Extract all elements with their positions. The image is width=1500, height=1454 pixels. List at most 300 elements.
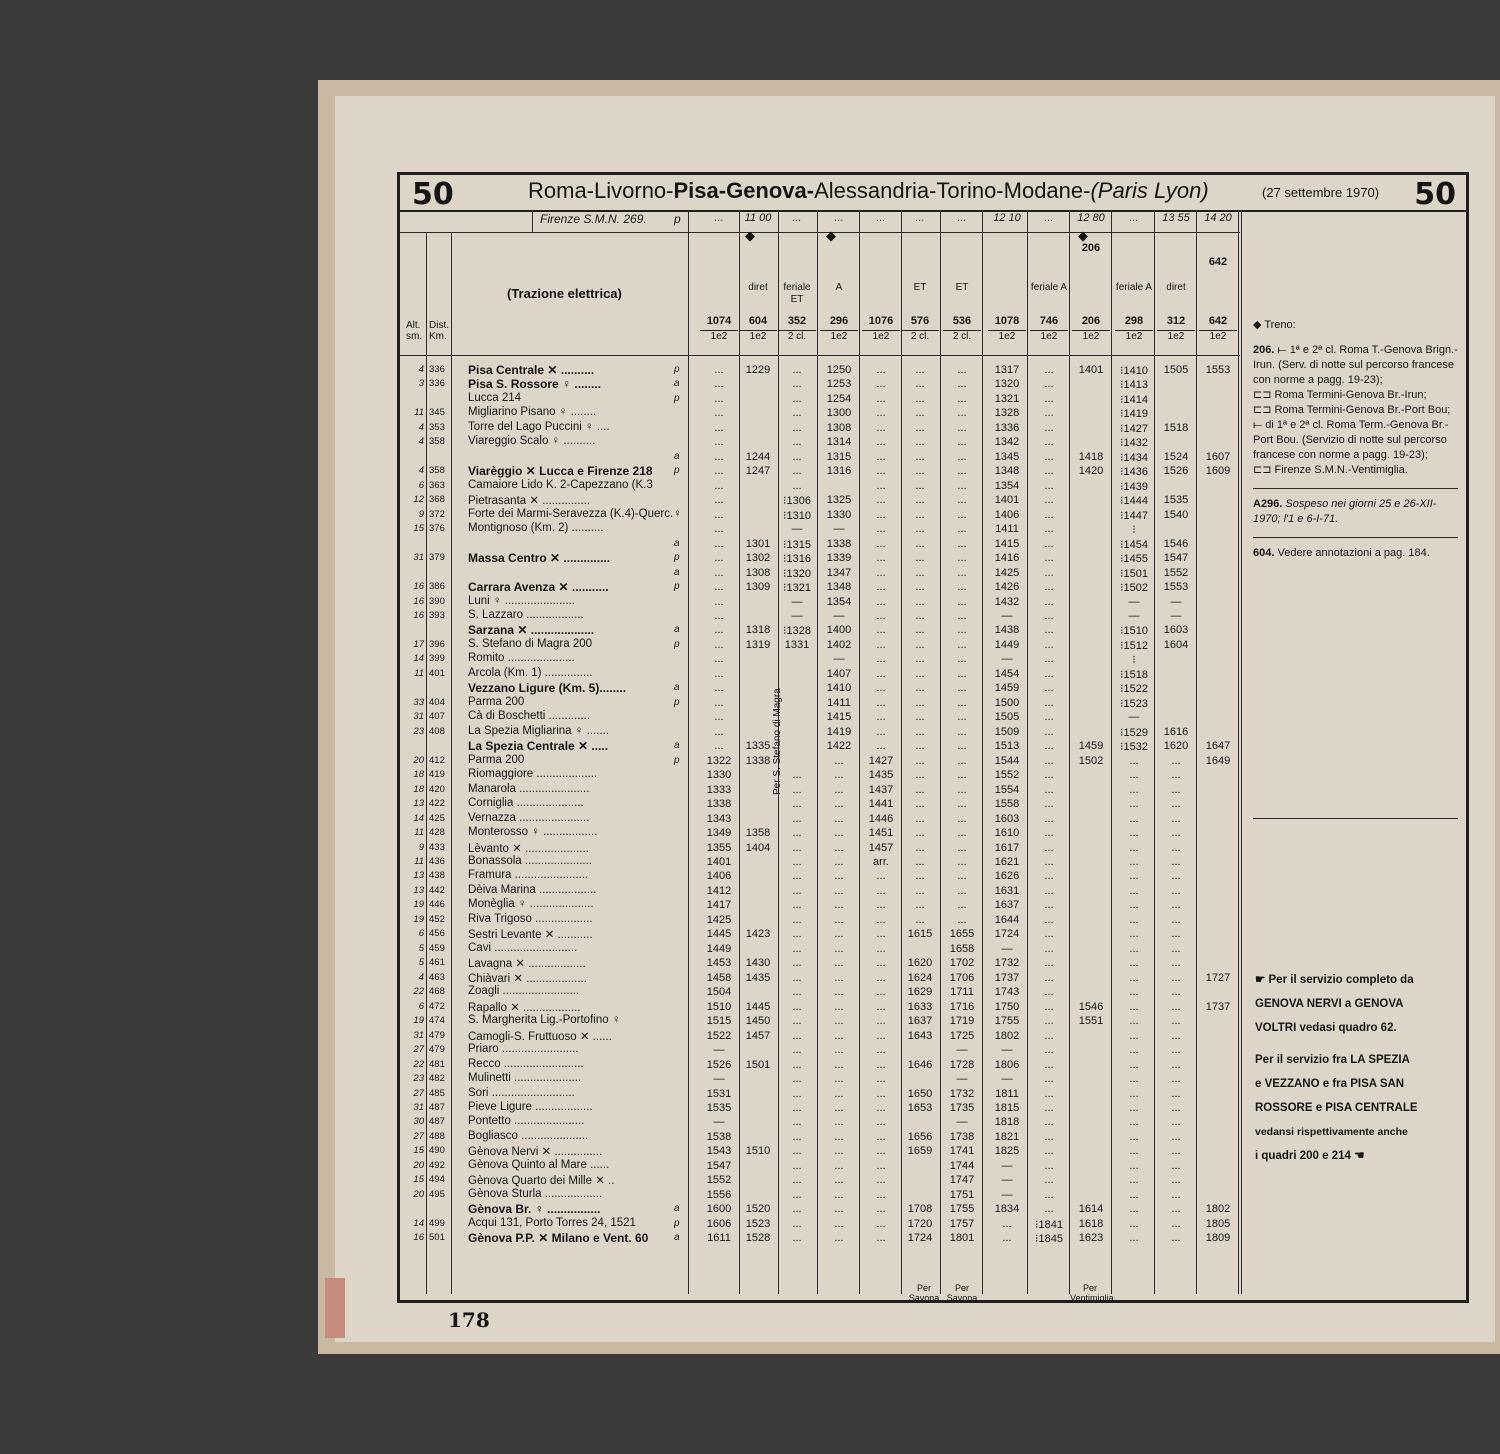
time-cell: 1317 <box>994 364 1020 376</box>
time-cell: 1711 <box>950 986 974 999</box>
time-cell: ... <box>876 1087 886 1100</box>
station-km: 436 <box>429 855 445 867</box>
time-cell: ... <box>1171 1044 1181 1057</box>
station-name: Parma 200 <box>468 695 525 708</box>
time-cell: 1611 <box>707 1232 731 1245</box>
time-cell: ... <box>915 653 925 666</box>
station-alt: 5 <box>418 957 424 969</box>
time-cell: — <box>1001 1174 1013 1187</box>
time-cell: ⁝ <box>1132 654 1136 667</box>
time-cell: ... <box>714 682 724 695</box>
time-cell: 1301 <box>745 537 771 550</box>
time-cell: ... <box>792 378 802 391</box>
station-alt: 4 <box>418 465 424 477</box>
time-cell: 1347 <box>826 566 852 579</box>
time-cell: ... <box>1044 1188 1054 1201</box>
timetable-header <box>400 176 1466 212</box>
time-cell: ... <box>1129 1188 1139 1201</box>
time-cell: 1338 <box>826 537 852 550</box>
station-alt: 14 <box>413 812 424 824</box>
time-cell: ... <box>792 942 802 955</box>
time-cell: ... <box>792 870 802 883</box>
time-cell: 1423 <box>745 928 771 941</box>
station-name: Riomaggiore ................... <box>468 768 598 781</box>
sleeper-icon: ⊏⊐ <box>1253 404 1272 416</box>
station-name: Montignoso (Km. 2) .......... <box>468 522 604 535</box>
station-name: Lavagna ✕ .................. <box>468 958 586 971</box>
time-cell: — <box>956 1116 968 1129</box>
time-cell: — <box>1001 942 1013 955</box>
time-cell: ... <box>714 537 724 550</box>
arr-dep-flag: p <box>674 581 680 593</box>
time-cell: ⁝1518 <box>1120 668 1148 681</box>
time-cell: 1501 <box>745 1058 771 1071</box>
station-col-line <box>688 210 689 1294</box>
time-cell: ... <box>792 971 802 984</box>
time-cell: ... <box>876 696 886 709</box>
time-cell: ... <box>792 421 802 434</box>
time-cell: 1614 <box>1078 1203 1104 1216</box>
time-cell: ... <box>1002 1232 1012 1245</box>
time-cell: 1834 <box>994 1203 1020 1216</box>
time-cell: ... <box>792 407 802 420</box>
station-name: Migliarino Pisano ♀ ........ <box>468 406 597 419</box>
time-cell: 1531 <box>706 1087 732 1100</box>
time-cell: ... <box>1044 566 1054 579</box>
time-cell: 1330 <box>826 508 852 521</box>
notes-divider <box>1253 488 1458 489</box>
station-km: 459 <box>429 942 445 954</box>
time-cell: 1552 <box>706 1174 732 1187</box>
time-cell: 1629 <box>907 986 933 999</box>
time-cell: ... <box>834 1217 844 1230</box>
time-cell: 1655 <box>949 928 975 941</box>
train-top-label: diret <box>748 282 768 293</box>
diamond-icon: ◆ <box>745 228 755 243</box>
time-cell: — <box>713 1116 725 1129</box>
time-cell: ... <box>876 1073 886 1086</box>
time-cell: 1741 <box>949 1145 975 1158</box>
time-cell: ... <box>915 407 925 420</box>
pointing-hand-icon: ☛ <box>1255 974 1266 986</box>
station-alt: 12 <box>413 494 424 506</box>
time-cell: ... <box>1044 682 1054 695</box>
time-cell: ... <box>876 1000 886 1013</box>
time-cell: ... <box>1044 769 1054 782</box>
time-cell: ... <box>792 465 802 478</box>
time-cell: 1603 <box>1163 624 1189 637</box>
station-name: Camogli-S. Fruttuoso ✕ ...... <box>468 1030 612 1043</box>
time-cell: ... <box>1171 899 1181 912</box>
dist-header: Dist. Km. <box>429 320 449 342</box>
time-cell: ⁝1501 <box>1120 567 1148 580</box>
time-cell: 1449 <box>706 942 732 955</box>
time-cell: ... <box>876 1044 886 1057</box>
time-cell: ... <box>1044 1087 1054 1100</box>
time-cell: 1716 <box>949 1000 975 1013</box>
time-cell: ... <box>1044 783 1054 796</box>
per-stefano-note: Per S. Stefano di Magra <box>772 688 783 795</box>
station-km: 463 <box>429 971 445 983</box>
time-cell: 1345 <box>994 450 1020 463</box>
time-cell: ... <box>1044 870 1054 883</box>
time-cell: ... <box>834 971 844 984</box>
time-cell: ... <box>1129 1232 1139 1245</box>
train-class: 1e2 <box>1199 330 1237 343</box>
time-cell: 1702 <box>949 957 975 970</box>
time-cell: ... <box>957 421 967 434</box>
time-cell: ... <box>876 392 886 405</box>
time-cell: ... <box>1044 465 1054 478</box>
time-cell: 1524 <box>1163 450 1189 463</box>
time-cell: ... <box>915 436 925 449</box>
time-cell: ... <box>1129 1087 1139 1100</box>
station-name: Gènova Br. ♀ ................ <box>468 1202 601 1217</box>
time-cell: — <box>1001 609 1013 622</box>
time-cell: 1618 <box>1078 1217 1104 1230</box>
station-km: 501 <box>429 1232 445 1244</box>
time-cell: 1441 <box>868 798 894 811</box>
time-cell: ... <box>1129 1116 1139 1129</box>
time-cell: ... <box>957 523 967 536</box>
time-cell: 1355 <box>706 841 732 854</box>
time-cell: ... <box>834 827 844 840</box>
time-cell: 1633 <box>907 1000 933 1013</box>
time-cell: 1229 <box>745 364 771 376</box>
train-number: 1078 <box>994 315 1020 327</box>
time-cell: 1724 <box>994 928 1020 941</box>
time-cell: ... <box>915 609 925 622</box>
time-cell: ... <box>957 913 967 926</box>
station-alt: 27 <box>413 1087 424 1099</box>
time-cell: 1446 <box>868 812 894 825</box>
time-cell: ... <box>876 1015 886 1028</box>
time-cell: ... <box>915 769 925 782</box>
time-cell: ... <box>792 479 802 492</box>
time-cell: ... <box>834 913 844 926</box>
time-cell: ... <box>1044 696 1054 709</box>
station-km: 472 <box>429 1000 445 1012</box>
train-class: 1e2 <box>988 330 1026 343</box>
time-cell: ... <box>1129 957 1139 970</box>
time-cell: 1623 <box>1078 1232 1104 1245</box>
time-cell: ... <box>1129 928 1139 941</box>
time-cell: ⁝1841 <box>1035 1218 1063 1231</box>
time-cell: ... <box>915 378 925 391</box>
station-km: 345 <box>429 407 445 419</box>
station-km: 494 <box>429 1174 445 1186</box>
time-cell: ... <box>1129 1130 1139 1143</box>
time-cell: 1553 <box>1205 364 1231 376</box>
time-cell: 1420 <box>1078 465 1104 478</box>
time-cell: ... <box>714 436 724 449</box>
time-cell: ... <box>1171 957 1181 970</box>
arr-dep-flag: p <box>674 364 680 375</box>
time-cell: ... <box>915 812 925 825</box>
firenze-time: 12 10 <box>993 212 1021 224</box>
time-cell: 1656 <box>907 1130 933 1143</box>
time-cell: ... <box>915 783 925 796</box>
time-cell: 1300 <box>826 407 852 420</box>
time-cell: 1802 <box>1205 1203 1231 1216</box>
time-cell: 1544 <box>994 754 1020 767</box>
time-cell: 1603 <box>994 812 1020 825</box>
time-cell: 1401 <box>1078 364 1104 376</box>
time-cell: 1658 <box>949 942 975 955</box>
time-cell: 1402 <box>826 638 852 651</box>
time-cell: ... <box>1044 1015 1054 1028</box>
station-name: Pisa Centrale ✕ .......... <box>468 363 595 377</box>
time-cell: ... <box>876 653 886 666</box>
time-cell: ... <box>834 884 844 897</box>
time-cell: 1616 <box>1163 725 1189 738</box>
station-alt: 11 <box>414 827 424 839</box>
traction-note: (Trazione elettrica) <box>507 286 622 301</box>
time-cell: 1417 <box>706 899 732 912</box>
time-cell: ... <box>915 364 925 376</box>
time-cell: 1615 <box>907 928 933 941</box>
station-name: Sori .......................... <box>468 1086 575 1099</box>
time-cell: ⁝1413 <box>1120 379 1148 392</box>
time-cell: 1757 <box>949 1217 975 1230</box>
time-cell: 1418 <box>1078 450 1104 463</box>
time-cell: 1354 <box>994 479 1020 492</box>
time-cell: ... <box>915 913 925 926</box>
time-cell: 1604 <box>1163 638 1189 651</box>
time-cell: 1419 <box>826 725 852 738</box>
station-km: 488 <box>429 1130 445 1142</box>
time-cell: ... <box>834 1029 844 1042</box>
station-km: 487 <box>429 1116 445 1128</box>
time-cell: 1315 <box>826 450 852 463</box>
time-cell: ... <box>834 928 844 941</box>
station-alt: 15 <box>413 523 424 535</box>
time-cell: ... <box>957 609 967 622</box>
time-cell: 1400 <box>826 624 852 637</box>
time-cell: ... <box>957 798 967 811</box>
time-cell: 1644 <box>994 913 1020 926</box>
time-cell: 1620 <box>907 957 933 970</box>
time-cell: ... <box>714 407 724 420</box>
time-cell: 1609 <box>1205 465 1231 478</box>
time-cell: 1316 <box>826 465 852 478</box>
time-cell: 1802 <box>994 1029 1020 1042</box>
time-cell: ... <box>792 450 802 463</box>
time-cell: 1415 <box>826 711 852 724</box>
time-cell: ... <box>915 392 925 405</box>
table-number-left: 50 <box>412 177 454 212</box>
time-cell: ... <box>1044 421 1054 434</box>
time-cell: 1659 <box>907 1145 933 1158</box>
time-cell: ... <box>714 566 724 579</box>
time-cell: 1450 <box>745 1015 771 1028</box>
time-cell: — <box>956 1073 968 1086</box>
column-line <box>940 210 941 1294</box>
time-cell: ... <box>714 465 724 478</box>
time-cell: 1354 <box>826 595 852 608</box>
time-cell: 1646 <box>907 1058 933 1071</box>
time-cell: ... <box>792 1087 802 1100</box>
time-cell: 1546 <box>1078 1000 1104 1013</box>
time-cell: 1330 <box>706 769 732 782</box>
time-cell: ... <box>792 1000 802 1013</box>
station-alt: 16 <box>413 595 424 607</box>
station-alt: 4 <box>418 971 424 983</box>
station-km: 482 <box>429 1073 445 1085</box>
time-cell: ... <box>714 392 724 405</box>
firenze-divider <box>532 210 533 232</box>
time-cell: ... <box>1171 827 1181 840</box>
time-cell: ... <box>1171 1130 1181 1143</box>
time-cell: ... <box>1171 855 1181 868</box>
time-cell: 1546 <box>1163 537 1189 550</box>
time-cell: ... <box>876 667 886 680</box>
station-alt: 9 <box>418 841 424 853</box>
train-top-label: ET <box>955 282 969 293</box>
time-cell: ... <box>714 638 724 651</box>
time-cell: ... <box>1129 1101 1139 1114</box>
time-cell: ... <box>1044 1145 1054 1158</box>
station-name: Romito ..................... <box>468 652 575 665</box>
time-cell: 1540 <box>1163 508 1189 521</box>
station-km: 372 <box>429 508 445 520</box>
time-cell: ... <box>1044 364 1054 376</box>
time-cell: ... <box>915 884 925 897</box>
station-alt: 27 <box>413 1130 424 1142</box>
time-cell: ... <box>876 566 886 579</box>
station-km: 386 <box>429 581 445 593</box>
time-cell: ... <box>792 1159 802 1172</box>
time-cell: — <box>1170 609 1182 622</box>
alt-header: Alt. sm. <box>406 320 423 342</box>
station-km: 474 <box>429 1015 445 1027</box>
time-cell: 1254 <box>826 392 852 405</box>
time-cell: ⁝1306 <box>783 495 811 508</box>
time-cell: ... <box>792 1145 802 1158</box>
time-cell: ... <box>915 523 925 536</box>
time-cell: ... <box>876 942 886 955</box>
time-cell: 1416 <box>994 552 1020 565</box>
station-alt: 11 <box>414 667 424 679</box>
time-cell: 1348 <box>994 465 1020 478</box>
time-cell: ... <box>792 855 802 868</box>
time-cell: 1321 <box>994 392 1020 405</box>
train-number: 604 <box>748 315 768 327</box>
station-km: 419 <box>429 769 445 781</box>
time-cell: — <box>1001 1188 1013 1201</box>
station-km: 468 <box>429 986 445 998</box>
time-cell: — <box>1170 595 1182 608</box>
time-cell: ⁝1434 <box>1120 451 1148 464</box>
time-cell: ... <box>1044 957 1054 970</box>
station-alt: 5 <box>418 942 424 954</box>
time-cell: ... <box>957 870 967 883</box>
time-cell: 1552 <box>1163 566 1189 579</box>
time-cell: ... <box>792 928 802 941</box>
time-cell: ... <box>1044 609 1054 622</box>
time-cell: ... <box>957 537 967 550</box>
train-top-label: feriale A <box>1115 282 1153 293</box>
time-cell: ... <box>1171 798 1181 811</box>
time-cell: ... <box>714 450 724 463</box>
time-cell: ... <box>915 595 925 608</box>
time-cell: ... <box>915 798 925 811</box>
time-cell: 1755 <box>994 1015 1020 1028</box>
station-km: 485 <box>429 1087 445 1099</box>
firenze-time: ... <box>834 212 844 224</box>
time-cell: ... <box>876 624 886 637</box>
station-alt: 16 <box>413 609 424 621</box>
train-number: 296 <box>829 315 849 327</box>
station-name: Dèiva Marina .................. <box>468 883 597 896</box>
time-cell: 1401 <box>994 494 1020 507</box>
time-cell: 1322 <box>706 754 732 767</box>
time-cell: ... <box>1129 899 1139 912</box>
time-cell: ... <box>1044 1159 1054 1172</box>
station-alt: 15 <box>413 1174 424 1186</box>
station-name: Cavi .......................... <box>468 941 578 954</box>
time-cell: 1743 <box>994 986 1020 999</box>
time-cell: ... <box>1044 827 1054 840</box>
station-alt: 6 <box>418 1000 424 1012</box>
time-cell: ... <box>876 508 886 521</box>
time-cell: 1535 <box>1163 494 1189 507</box>
time-cell: 1553 <box>1163 581 1189 594</box>
station-alt: 23 <box>413 725 424 737</box>
time-cell: 1319 <box>745 638 771 651</box>
station-km: 358 <box>429 465 445 477</box>
time-cell: 1735 <box>949 1101 975 1114</box>
firenze-time: 13 55 <box>1162 212 1190 224</box>
time-cell: 1543 <box>706 1145 732 1158</box>
time-cell: ... <box>792 1232 802 1245</box>
time-cell: ... <box>876 523 886 536</box>
station-alt: 23 <box>413 1073 424 1085</box>
station-name: Framura ....................... <box>468 869 589 882</box>
diamond-icon: ◆ <box>1078 228 1088 243</box>
time-cell: ... <box>714 696 724 709</box>
time-cell: ... <box>1129 827 1139 840</box>
station-name: Pietrasanta ✕ ............... <box>468 495 591 508</box>
time-cell: ... <box>1044 1116 1054 1129</box>
time-cell: ... <box>1044 1073 1054 1086</box>
time-cell: ... <box>1129 1073 1139 1086</box>
station-km: 481 <box>429 1058 445 1070</box>
time-cell: ... <box>957 682 967 695</box>
time-cell: ⁝1532 <box>1120 741 1148 754</box>
time-cell: ... <box>957 740 967 753</box>
per-savona-1: Per Savona <box>908 1283 940 1303</box>
time-cell: ... <box>1044 725 1054 738</box>
station-alt: 22 <box>413 1058 424 1070</box>
time-cell: 1554 <box>994 783 1020 796</box>
time-cell: ... <box>876 1116 886 1129</box>
time-cell: ... <box>957 450 967 463</box>
time-cell: 1445 <box>706 928 732 941</box>
firenze-time: 11 00 <box>744 212 772 224</box>
time-cell: 1518 <box>1163 421 1189 434</box>
time-cell: 1624 <box>907 971 933 984</box>
time-cell: ... <box>1044 942 1054 955</box>
time-cell: 1732 <box>994 957 1020 970</box>
arr-dep-flag: a <box>674 740 680 752</box>
time-cell: ... <box>714 552 724 565</box>
station-km: 393 <box>429 609 445 621</box>
column-line <box>1111 210 1112 1294</box>
time-cell: ... <box>1129 884 1139 897</box>
time-cell: 1410 <box>826 682 852 695</box>
time-cell: 1435 <box>868 769 894 782</box>
